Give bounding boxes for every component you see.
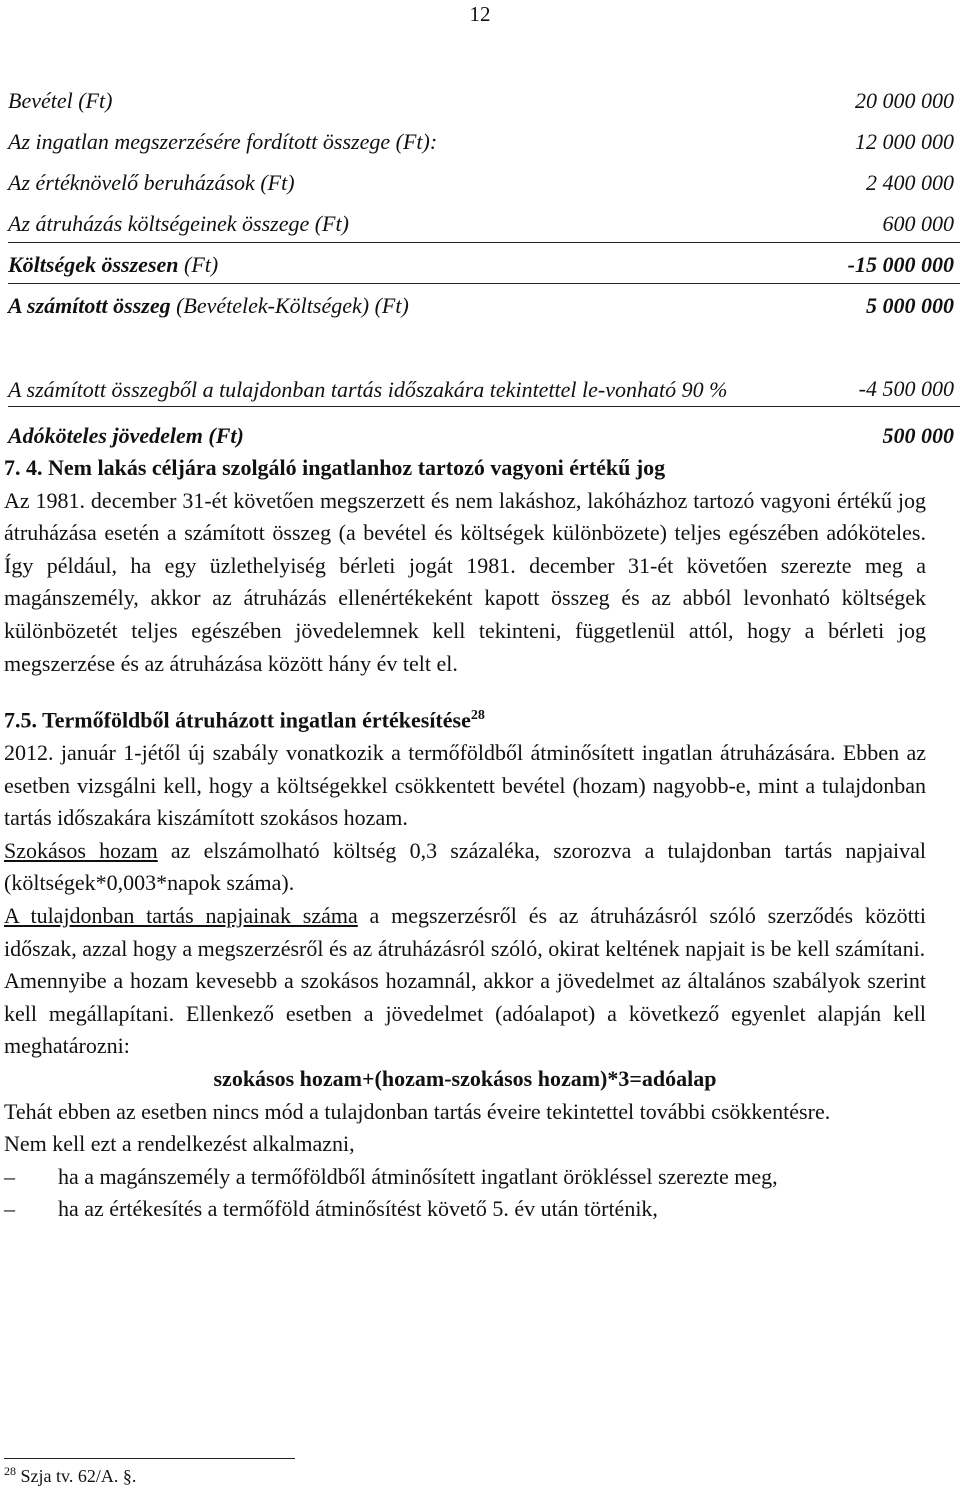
- row-value: 12 000 000: [855, 129, 954, 154]
- table-row: [8, 160, 960, 201]
- list-item: [4, 1193, 926, 1226]
- section-heading-text: 7.5. Termőföldből átruházott ingatlan értékesítése: [4, 707, 471, 733]
- row-label-suffix: (Ft): [178, 252, 219, 277]
- row-label: Az értéknövelő beruházások (Ft): [8, 170, 295, 195]
- footnote: [4, 1464, 136, 1487]
- table-row-computed-amount: [8, 283, 960, 324]
- paragraph: Amennyibe a hozam kevesebb a szokásos hozamnál, akkor a jövedelmet az általános szabályok szerint kell megállapítani. Ellenkező esetben a jövedelmet (adóalapot) a következő egyenlet alapján kell meghatározni:: [4, 968, 926, 1059]
- section-heading-7-5: [4, 700, 926, 737]
- body-text: [4, 452, 926, 1226]
- row-label: Az ingatlan megszerzésére fordított összege (Ft):: [8, 129, 438, 154]
- row-label-suffix: (Bevételek-Költségek) (Ft): [170, 293, 409, 318]
- footnote-text: Szja tv. 62/A. §.: [20, 1466, 137, 1486]
- footnote-reference: 28: [470, 708, 485, 724]
- footnote-divider: [4, 1458, 295, 1459]
- paragraph: Az 1981. december 31-ét követően megszerzett és nem lakáshoz, lakóházhoz tartozó vagyoni értékű jog átruházása esetén a számított összeg (a bevétel és költségek különbözete) teljes egészében adóköteles. Így például, ha egy üzlethelyiség bérleti jogát 1981. december 31-ét követően szerezte meg a magánszemély, akkor az átruházás ellenértékeként kapott összeg és az abból levonható költségek különbözetét teljes egészében jövedelemnek kell tekinteni, függetlenül attól, hogy a bérleti jog megszerzése és az átruházása között hány év telt el.: [4, 487, 926, 676]
- list-item: [4, 1161, 926, 1194]
- row-label: Költségek összesen: [8, 252, 179, 277]
- paragraph-text: az elszámolható költség 0,3 százaléka, szorozva a tulajdonban tartás napjaival (költségek*0,003*napok száma).: [4, 837, 927, 896]
- paragraph: Tehát ebben az esetben nincs mód a tulajdonban tartás éveire tekintettel további csökkentésre.: [4, 1098, 831, 1124]
- table-row-deductible: [8, 324, 960, 406]
- row-label: Adóköteles jövedelem (Ft): [8, 422, 244, 448]
- table-row: [8, 201, 960, 242]
- row-value: -4 500 000: [858, 376, 954, 401]
- row-value: 20 000 000: [855, 88, 954, 113]
- row-value: 2 400 000: [866, 170, 954, 195]
- dash-bullet: –: [4, 1163, 15, 1189]
- table-row: [8, 78, 960, 119]
- row-label: A számított összeg: [8, 293, 171, 318]
- table-row: [8, 119, 960, 160]
- dash-bullet: –: [4, 1196, 15, 1222]
- term-underlined: Szokásos hozam: [4, 837, 158, 863]
- paragraph-text: a megszerzésről és az átruházásról szóló szerződés közötti időszak, azzal hogy a megszerzésről és az átruházásról szóló, okirat keltének napjait is be kell számítani.: [4, 903, 926, 961]
- row-label: A számított összegből a tulajdonban tartás időszakára tekintettel le-vonható 90 %: [8, 377, 728, 402]
- row-value: 5 000 000: [866, 293, 954, 318]
- list-item-text: ha a magánszemély a termőföldből átminősített ingatlant örökléssel szerezte meg,: [58, 1163, 778, 1189]
- paragraph: 2012. január 1-jétől új szabály vonatkozik a termőföldből átminősített ingatlan átruházására. Ebben az esetben vizsgálni kell, hogy a költségekkel csökkentett bevétel (hozam) nagyobb-e, mint a tulajdonban tartás időszakára kiszámított szokásos hozam.: [4, 740, 926, 831]
- row-value: -15 000 000: [847, 252, 954, 277]
- paragraph: [4, 900, 926, 965]
- row-value: 500 000: [882, 422, 954, 448]
- formula: szokásos hozam+(hozam-szokásos hozam)*3=adóalap: [213, 1066, 717, 1092]
- row-label: Az átruházás költségeinek összege (Ft): [8, 211, 349, 236]
- page-number: 12: [469, 2, 491, 26]
- term-underlined: A tulajdonban tartás napjainak száma: [4, 903, 358, 929]
- table-row-total-costs: [8, 242, 960, 283]
- row-label: Bevétel (Ft): [8, 88, 113, 113]
- section-heading-7-4: 7. 4. Nem lakás céljára szolgáló ingatlanhoz tartozó vagyoni értékű jog: [4, 455, 666, 480]
- calculation-table: [8, 78, 960, 464]
- paragraph: [4, 835, 926, 900]
- paragraph: Nem kell ezt a rendelkezést alkalmazni,: [4, 1131, 355, 1157]
- footnote-number: 28: [4, 1464, 16, 1478]
- list-item-text: ha az értékesítés a termőföld átminősítést követő 5. év után történik,: [58, 1196, 658, 1222]
- row-value: 600 000: [882, 211, 954, 236]
